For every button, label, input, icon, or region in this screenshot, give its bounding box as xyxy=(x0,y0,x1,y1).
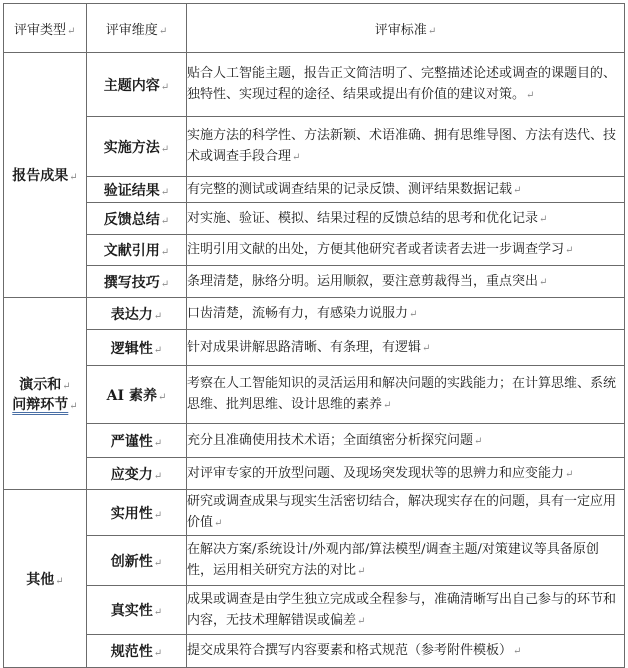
table-row xyxy=(4,203,625,235)
paragraph-mark: ↵ xyxy=(153,648,163,659)
table-row xyxy=(4,366,625,424)
paragraph-mark: ↵ xyxy=(539,213,548,225)
dimension-cell xyxy=(87,177,187,203)
table-row xyxy=(4,586,625,635)
dimension-cell xyxy=(87,53,187,117)
criteria-cell xyxy=(187,458,625,490)
criteria-text: 贴合人工智能主题，报告正文简洁明了、完整描述论述或调查的课题目的、独特性、实现过程的途径、结果或提出有价值的建议对策。 xyxy=(187,66,617,102)
dimension-label: 撰写技巧 xyxy=(103,274,160,291)
type-label: 演示和 xyxy=(19,376,62,393)
table-row xyxy=(4,117,625,177)
dimension-label: 反馈总结 xyxy=(103,211,160,228)
dimension-label: AI 素养 xyxy=(106,387,157,404)
criteria-cell xyxy=(187,53,625,117)
paragraph-mark: ↵ xyxy=(513,184,522,196)
table-row xyxy=(4,635,625,668)
criteria-cell xyxy=(187,586,625,635)
criteria-cell xyxy=(187,203,625,235)
header-dimension xyxy=(87,4,187,53)
paragraph-mark: ↵ xyxy=(357,615,366,627)
paragraph-mark: ↵ xyxy=(62,380,71,392)
dimension-cell xyxy=(87,266,187,298)
paragraph-mark: ↵ xyxy=(153,344,163,356)
paragraph-mark: ↵ xyxy=(67,25,76,37)
dimension-cell xyxy=(87,235,187,266)
criteria-cell xyxy=(187,635,625,668)
table-row xyxy=(4,458,625,490)
criteria-text: 对评审专家的开放型问题、及现场突发现状等的思辨力和应变能力 xyxy=(187,465,565,481)
paragraph-mark: ↵ xyxy=(153,437,163,449)
type-label: 报告成果 xyxy=(12,168,69,184)
criteria-cell xyxy=(187,298,625,330)
paragraph-mark: ↵ xyxy=(383,400,392,411)
criteria-text: 在解决方案/系统设计/外观内部/算法模型/调查主题/对策建议等具备原创性，运用相关研究方法的对比 xyxy=(187,542,599,578)
rubric-page xyxy=(3,3,624,660)
criteria-text: 对实施、验证、模拟、结果过程的反馈总结的思考和优化记录 xyxy=(187,210,539,226)
paragraph-mark: ↵ xyxy=(565,468,574,480)
criteria-cell xyxy=(187,536,625,586)
dimension-cell xyxy=(87,490,187,536)
header-type-label: 评审类型 xyxy=(14,22,67,38)
dimension-label: 创新性 xyxy=(110,553,153,570)
paragraph-mark: ↵ xyxy=(153,509,163,521)
dimension-label: 主题内容 xyxy=(103,77,160,94)
criteria-text: 充分且准确使用技术术语；全面缜密分析探究问题 xyxy=(187,432,474,448)
paragraph-mark: ↵ xyxy=(55,575,64,587)
paragraph-mark: ↵ xyxy=(539,276,548,288)
dimension-cell xyxy=(87,536,187,586)
dimension-label: 实用性 xyxy=(110,505,153,522)
dimension-label: 应变力 xyxy=(110,466,153,483)
dimension-label: 真实性 xyxy=(110,603,153,619)
dimension-label: 逻辑性 xyxy=(110,340,153,357)
header-criteria xyxy=(187,4,625,53)
criteria-text: 成果或调查是由学生独立完成或全程参与，准确清晰写出自己参与的环节和内容，无技术理解错误或偏差 xyxy=(187,591,617,628)
paragraph-mark: ↵ xyxy=(69,172,78,183)
table-row xyxy=(4,53,625,117)
header-row xyxy=(4,4,625,53)
dimension-label: 严谨性 xyxy=(110,433,153,450)
dimension-label: 验证结果 xyxy=(103,182,160,199)
dimension-cell xyxy=(87,586,187,635)
table-row xyxy=(4,298,625,330)
table-row xyxy=(4,266,625,298)
paragraph-mark: ↵ xyxy=(69,400,78,412)
criteria-cell xyxy=(187,490,625,536)
paragraph-mark: ↵ xyxy=(565,245,574,256)
criteria-cell xyxy=(187,117,625,177)
paragraph-mark: ↵ xyxy=(157,391,167,403)
header-type xyxy=(4,4,87,53)
paragraph-mark: ↵ xyxy=(214,518,223,529)
paragraph-mark: ↵ xyxy=(160,186,170,198)
criteria-cell xyxy=(187,266,625,298)
criteria-text: 针对成果讲解思路清晰、有条理，有逻辑 xyxy=(187,339,422,355)
table-row xyxy=(4,490,625,536)
dimension-cell xyxy=(87,117,187,177)
dimension-cell xyxy=(87,635,187,668)
criteria-text: 提交成果符合撰写内容要素和格式规范（参考附件模板） xyxy=(187,643,513,658)
paragraph-mark: ↵ xyxy=(357,566,366,577)
paragraph-mark: ↵ xyxy=(427,25,437,37)
table-row xyxy=(4,424,625,458)
dimension-label: 规范性 xyxy=(110,644,153,660)
paragraph-mark: ↵ xyxy=(153,607,163,618)
criteria-text: 考察在人工智能知识的灵活运用和解决问题的实践能力；在计算思维、系统思维、批判思维、设计思维的素养 xyxy=(187,376,617,412)
dimension-cell xyxy=(87,366,187,424)
type-cell-other xyxy=(4,490,87,668)
paragraph-mark: ↵ xyxy=(160,81,170,93)
dimension-cell xyxy=(87,203,187,235)
table-row xyxy=(4,235,625,266)
header-dimension-label: 评审维度 xyxy=(105,22,158,38)
table-row xyxy=(4,177,625,203)
criteria-cell xyxy=(187,330,625,366)
paragraph-mark: ↵ xyxy=(526,90,535,101)
criteria-text: 实施方法的科学性、方法新颖、术语准确、拥有思维导图、方法有迭代、技术或调查手段合理 xyxy=(187,128,617,164)
paragraph-mark: ↵ xyxy=(513,646,522,657)
dimension-label: 表达力 xyxy=(110,306,153,323)
paragraph-mark: ↵ xyxy=(160,215,170,227)
criteria-text: 有完整的测试或调查结果的记录反馈、测评结果数据记载 xyxy=(187,181,513,197)
paragraph-mark: ↵ xyxy=(292,152,301,163)
criteria-cell xyxy=(187,424,625,458)
type-label: 其他 xyxy=(26,571,55,588)
dimension-cell xyxy=(87,424,187,458)
paragraph-mark: ↵ xyxy=(422,342,431,354)
criteria-text: 注明引用文献的出处，方便其他研究者或者读者去进一步调查学习 xyxy=(187,242,565,257)
criteria-text: 条理清楚，脉络分明。运用顺叙，要注意剪裁得当，重点突出 xyxy=(187,273,539,289)
type-label-line2: 问辩环节 xyxy=(12,396,69,413)
dimension-cell xyxy=(87,458,187,490)
table-row xyxy=(4,330,625,366)
paragraph-mark: ↵ xyxy=(160,143,170,155)
table-row xyxy=(4,536,625,586)
criteria-cell xyxy=(187,235,625,266)
criteria-text: 口齿清楚，流畅有力，有感染力说服力 xyxy=(187,305,409,321)
type-cell-report xyxy=(4,53,87,298)
paragraph-mark: ↵ xyxy=(158,25,168,37)
header-criteria-label: 评审标准 xyxy=(374,22,427,38)
dimension-label: 文献引用 xyxy=(103,243,160,259)
criteria-text: 研究或调查成果与现实生活密切结合，解决现实存在的问题，具有一定应用价值 xyxy=(187,494,617,530)
paragraph-mark: ↵ xyxy=(474,435,483,447)
dimension-label: 实施方法 xyxy=(103,139,160,156)
paragraph-mark: ↵ xyxy=(153,470,163,482)
dimension-cell xyxy=(87,298,187,330)
paragraph-mark: ↵ xyxy=(409,308,418,320)
paragraph-mark: ↵ xyxy=(160,247,170,258)
criteria-cell xyxy=(187,177,625,203)
paragraph-mark: ↵ xyxy=(160,278,170,290)
rubric-table xyxy=(3,3,625,668)
paragraph-mark: ↵ xyxy=(153,557,163,569)
criteria-cell xyxy=(187,366,625,424)
paragraph-mark: ↵ xyxy=(153,310,163,322)
dimension-cell xyxy=(87,330,187,366)
type-cell-presentation xyxy=(4,298,87,490)
